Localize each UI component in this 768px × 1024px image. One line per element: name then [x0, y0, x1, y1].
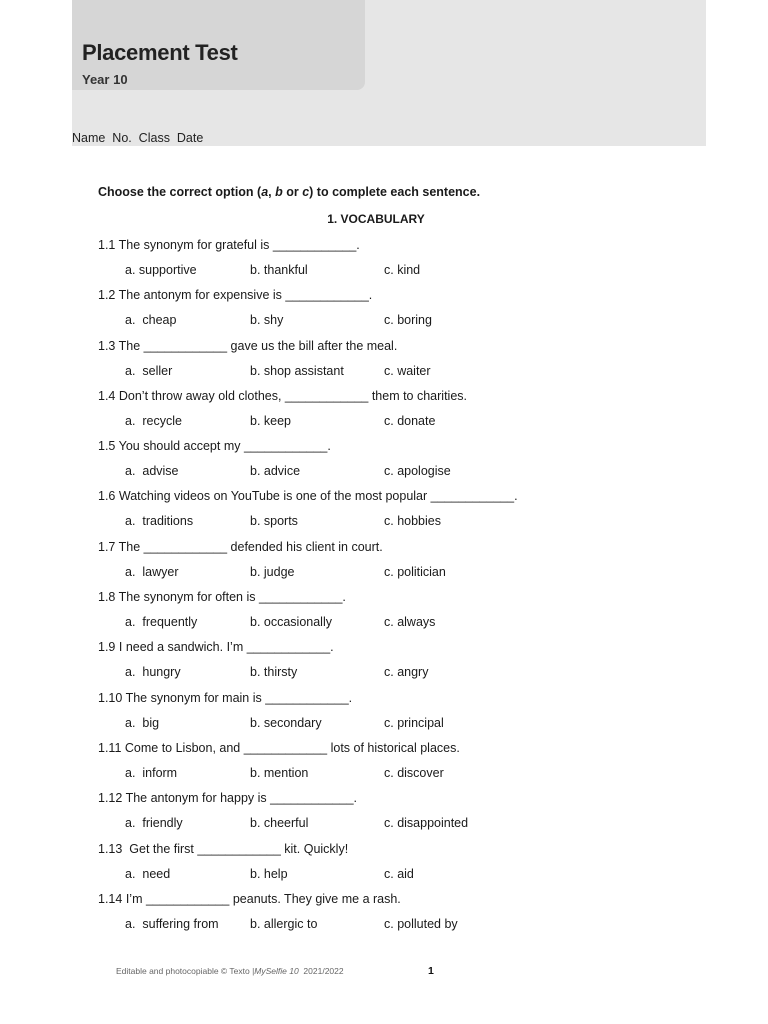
answer-options [98, 663, 658, 688]
question-text: Watching videos on YouTube is one of the most popular ____________. [118, 489, 518, 504]
student-info-row: Name No. Class Date [72, 131, 204, 145]
question-text: The antonym for happy is ____________. [125, 791, 358, 806]
instructions-sep-1: , [268, 185, 276, 199]
option-c[interactable]: c. kind [384, 263, 421, 277]
option-b[interactable]: b. cheerful [250, 816, 309, 831]
question-line [98, 437, 658, 462]
option-b[interactable]: b. mention [250, 765, 309, 780]
option-c[interactable]: c. boring [384, 313, 432, 328]
option-b[interactable]: b. sports [250, 514, 298, 529]
question-number: 1.8 [98, 590, 116, 605]
question-number: 1.14 [98, 891, 123, 906]
option-b[interactable]: b. keep [250, 413, 292, 428]
question-line [98, 487, 658, 512]
option-b[interactable]: b. shop assistant [250, 363, 344, 378]
question-item [98, 487, 658, 537]
question-number: 1.1 [98, 238, 116, 252]
option-a[interactable]: a. lawyer [125, 564, 179, 579]
question-number: 1.11 [98, 740, 122, 755]
question-text: The synonym for main is ____________. [125, 690, 353, 705]
answer-options [98, 714, 658, 739]
option-b[interactable]: b. advice [250, 464, 301, 479]
question-line [98, 890, 658, 915]
question-number: 1.12 [98, 791, 123, 806]
question-text: The ____________ gave us the bill after the meal. [118, 338, 398, 353]
option-a[interactable]: a. cheap [125, 313, 177, 328]
question-item [98, 638, 658, 688]
footer-book-title: MySelfie 10 [254, 966, 299, 976]
instructions-prefix: Choose the correct option ( [98, 185, 262, 199]
option-c[interactable]: c. waiter [384, 363, 431, 378]
option-a[interactable]: a. need [125, 866, 171, 881]
footer-copyright: Editable and photocopiable © Texto | [116, 966, 255, 976]
answer-options [98, 563, 658, 588]
question-line [98, 638, 658, 663]
question-line [98, 840, 658, 865]
question-number: 1.5 [98, 439, 116, 454]
question-number: 1.6 [98, 489, 116, 504]
option-c[interactable]: c. angry [384, 665, 429, 680]
option-c[interactable]: c. disappointed [384, 816, 469, 831]
option-c[interactable]: c. apologise [384, 464, 451, 479]
question-line [98, 739, 658, 764]
instructions-option-c: c [302, 185, 310, 199]
option-a[interactable]: a. inform [125, 765, 178, 780]
section-heading [0, 212, 768, 226]
answer-options [98, 311, 658, 336]
question-list [98, 236, 658, 940]
instructions-sep-2: or [282, 185, 303, 199]
option-b[interactable]: b. help [250, 866, 288, 881]
question-number: 1.4 [98, 388, 116, 403]
question-text: Don’t throw away old clothes, ____________ them to charities. [118, 388, 468, 403]
question-item [98, 286, 658, 336]
option-a[interactable]: a. seller [125, 363, 173, 378]
answer-options [98, 412, 658, 437]
question-number: 1.9 [98, 640, 116, 655]
question-item [98, 437, 658, 487]
answer-options [98, 814, 658, 839]
question-text: The synonym for grateful is ____________. [118, 238, 360, 252]
question-line [98, 236, 658, 261]
option-b[interactable]: b. shy [250, 313, 284, 328]
answer-options [98, 865, 658, 890]
question-text: Get the first ____________ kit. Quickly! [125, 841, 349, 856]
option-a[interactable]: a. friendly [125, 816, 183, 831]
footer-year: 2021/2022 [298, 966, 344, 976]
question-text: You should accept my ____________. [118, 439, 331, 454]
question-text: I need a sandwich. I’m ____________. [118, 640, 334, 655]
question-number: 1.13 [98, 841, 123, 856]
option-c[interactable]: c. politician [384, 564, 446, 579]
instructions-option-b: b [275, 185, 283, 199]
answer-options [98, 613, 658, 638]
answer-options [98, 362, 658, 387]
section-title: 1. VOCABULARY [327, 212, 425, 226]
question-line [98, 689, 658, 714]
option-a[interactable]: a. recycle [125, 413, 182, 428]
page-subtitle: Year 10 [82, 72, 128, 87]
page-title: Placement Test [82, 40, 238, 65]
question-text: The synonym for often is ____________. [118, 590, 346, 605]
question-item [98, 337, 658, 387]
answer-options [98, 764, 658, 789]
answer-options [98, 462, 658, 487]
option-c[interactable]: c. donate [384, 413, 436, 428]
question-item [98, 890, 658, 940]
option-c[interactable]: c. always [384, 615, 436, 630]
question-line [98, 337, 658, 362]
question-number: 1.10 [98, 690, 123, 705]
question-line [98, 387, 658, 412]
page-number: 1 [428, 965, 434, 977]
option-a[interactable]: a. hungry [125, 665, 181, 680]
option-c[interactable]: c. aid [384, 866, 414, 881]
question-text: I’m ____________ peanuts. They give me a rash. [125, 891, 401, 906]
question-item [98, 538, 658, 588]
question-number: 1.3 [98, 338, 116, 353]
option-c[interactable]: c. discover [384, 765, 444, 780]
instructions [98, 185, 480, 199]
question-line [98, 286, 658, 311]
option-c[interactable]: c. principal [384, 715, 444, 730]
question-text: The ____________ defended his client in court. [118, 539, 383, 554]
option-c[interactable]: c. polluted by [384, 916, 458, 931]
question-item [98, 387, 658, 437]
question-line [98, 538, 658, 563]
answer-options [98, 915, 658, 940]
option-a[interactable]: a. suffering from [125, 916, 219, 931]
instructions-suffix: ) to complete each sentence. [309, 185, 481, 199]
question-text: Come to Lisbon, and ____________ lots of historical places. [124, 740, 460, 755]
question-line [98, 789, 658, 814]
option-b[interactable]: b. secondary [250, 715, 322, 730]
option-a[interactable]: a. big [125, 715, 160, 730]
option-a[interactable]: a. supportive [125, 263, 197, 277]
option-c[interactable]: c. hobbies [384, 514, 441, 529]
option-b[interactable]: b. occasionally [250, 615, 332, 630]
question-item [98, 689, 658, 739]
question-item [98, 840, 658, 890]
option-a[interactable]: a. frequently [125, 615, 198, 630]
option-a[interactable]: a. advise [125, 464, 179, 479]
option-a[interactable]: a. traditions [125, 514, 194, 529]
answer-options [98, 512, 658, 537]
option-b[interactable]: b. allergic to [250, 916, 318, 931]
question-number: 1.7 [98, 539, 116, 554]
option-b[interactable]: b. thankful [250, 263, 308, 277]
question-text: The antonym for expensive is ____________. [118, 288, 373, 303]
question-line [98, 588, 658, 613]
option-b[interactable]: b. thirsty [250, 665, 298, 680]
footer-credit [116, 966, 344, 976]
question-item [98, 236, 658, 286]
question-item [98, 588, 658, 638]
instructions-option-a: a [261, 185, 269, 199]
answer-options [98, 261, 658, 286]
question-number: 1.2 [98, 288, 116, 303]
question-item [98, 789, 658, 839]
question-item [98, 739, 658, 789]
option-b[interactable]: b. judge [250, 564, 295, 579]
